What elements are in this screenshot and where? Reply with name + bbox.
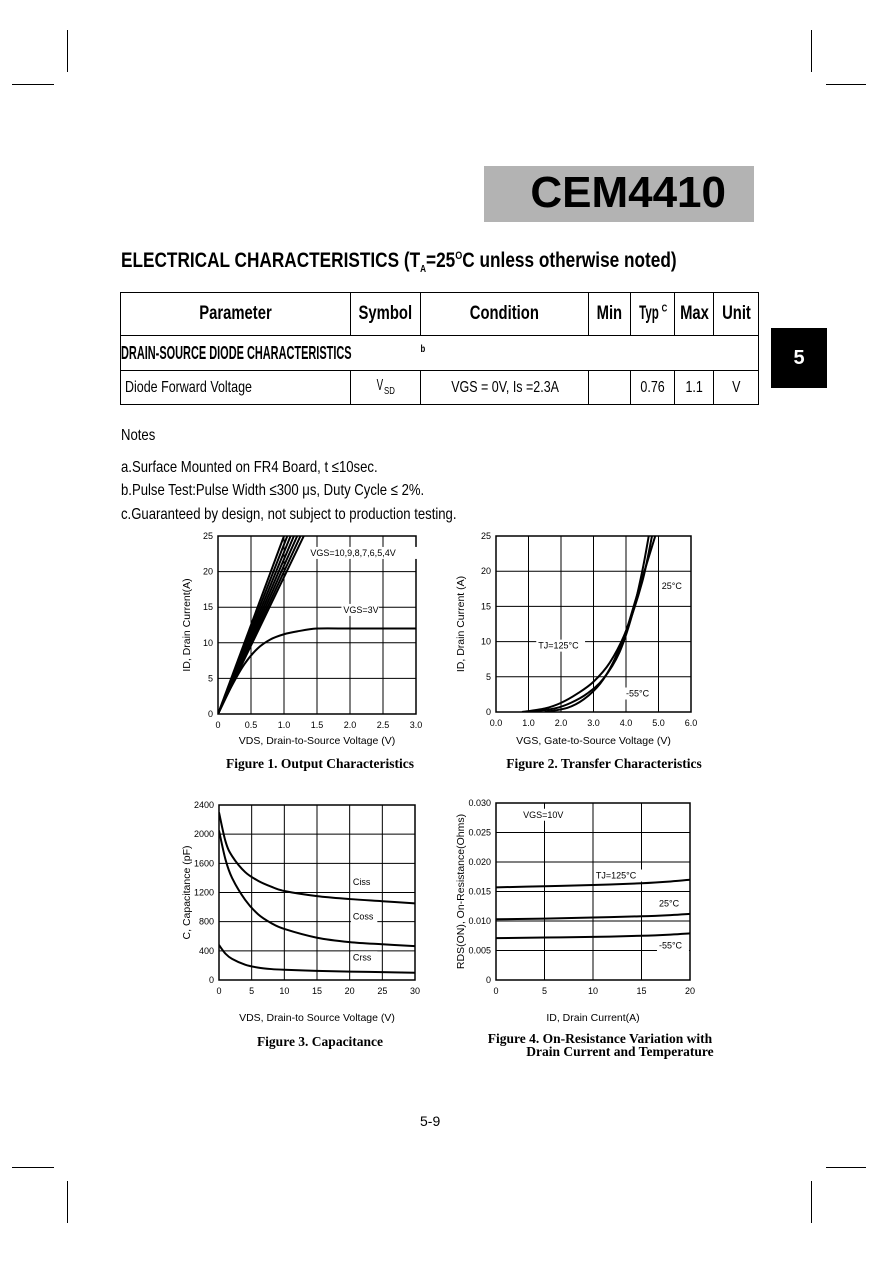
cell-max: 1.1 bbox=[674, 371, 714, 405]
crop-mark-bl-h bbox=[12, 1167, 54, 1168]
y-tick-label: 25 bbox=[202, 531, 213, 541]
header-min: Min bbox=[589, 293, 630, 336]
y-tick-label: 20 bbox=[202, 566, 213, 577]
y-tick-label: 0.025 bbox=[468, 827, 491, 838]
header-condition: Condition bbox=[420, 293, 589, 336]
y-tick-label: 5 bbox=[207, 673, 213, 684]
x-tick-label: 15 bbox=[636, 986, 647, 996]
notes-title: Notes bbox=[121, 427, 156, 444]
x-tick-label: 3.0 bbox=[587, 718, 600, 728]
header-unit: Unit bbox=[714, 293, 759, 336]
header-typ-sup: C bbox=[662, 303, 668, 315]
cell-symbol: $V_{SD}$ bbox=[351, 371, 421, 405]
y-tick-label: 2000 bbox=[193, 829, 214, 840]
cell-typ: 0.76 bbox=[630, 371, 674, 405]
x-tick-label: 1.5 bbox=[310, 720, 324, 730]
x-tick-label: 0 bbox=[216, 986, 222, 996]
annotation-label: VGS=10V bbox=[523, 809, 564, 820]
y-tick-label: 5 bbox=[485, 671, 491, 682]
annotation-label: 25°C bbox=[661, 580, 682, 591]
cell-unit: V bbox=[714, 371, 759, 405]
cell-condition: VGS = 0V, Is =2.3A bbox=[420, 371, 589, 405]
x-tick-label: 20 bbox=[684, 986, 696, 996]
y-tick-label: 0.020 bbox=[468, 857, 491, 867]
note-c: c.Guaranteed by design, not subject to production testing. bbox=[121, 505, 457, 523]
y-tick-label: 20 bbox=[480, 566, 491, 577]
x-tick-label: 0 bbox=[215, 720, 221, 730]
header-symbol: Symbol bbox=[351, 293, 421, 336]
x-tick-label: 0.5 bbox=[244, 720, 258, 730]
y-tick-label: 10 bbox=[202, 637, 213, 648]
y-tick-label: 800 bbox=[198, 916, 214, 927]
figure-3-chart bbox=[170, 797, 430, 1027]
x-tick-label: 10 bbox=[587, 986, 599, 996]
y-axis-label: ID, Drain Current (A) bbox=[455, 575, 467, 673]
annotation-label: Coss bbox=[352, 911, 374, 922]
y-tick-label: 0 bbox=[485, 975, 491, 985]
x-tick-label: 6.0 bbox=[684, 718, 698, 728]
x-tick-label: 5 bbox=[249, 986, 255, 996]
x-tick-label: 0.0 bbox=[489, 718, 503, 728]
heading-sub: A bbox=[420, 264, 427, 276]
crop-mark-br-h bbox=[826, 1167, 866, 1168]
header-parameter: Parameter bbox=[121, 293, 351, 336]
heading-sup: O bbox=[455, 250, 463, 262]
annotation-label: VGS=3V bbox=[343, 604, 379, 615]
crop-mark-tr-v bbox=[811, 30, 812, 72]
annotation-label: Crss bbox=[352, 952, 372, 963]
figure-4-chart bbox=[446, 797, 706, 1027]
x-tick-label: 25 bbox=[377, 986, 388, 996]
electrical-characteristics-heading bbox=[121, 249, 677, 275]
figure-3-caption: Figure 3. Capacitance bbox=[256, 1034, 384, 1049]
y-tick-label: 0.010 bbox=[468, 916, 491, 926]
y-tick-label: 10 bbox=[480, 636, 491, 647]
y-tick-label: 0.030 bbox=[468, 798, 491, 808]
y-tick-label: 15 bbox=[202, 602, 213, 613]
part-number: CEM4410 bbox=[530, 168, 726, 217]
x-tick-label: 10 bbox=[279, 986, 290, 996]
x-tick-label: 4.0 bbox=[619, 718, 633, 728]
x-tick-label: 30 bbox=[409, 986, 421, 996]
y-axis-label: RDS(ON), On-Resistance(Ohms) bbox=[455, 813, 467, 970]
figure-4-caption bbox=[440, 1032, 760, 1058]
y-tick-label: 0.015 bbox=[468, 886, 491, 897]
y-tick-label: 400 bbox=[198, 945, 214, 956]
x-tick-label: 2.0 bbox=[554, 718, 568, 728]
x-tick-label: 5 bbox=[541, 986, 548, 996]
y-tick-label: 1200 bbox=[193, 887, 214, 898]
heading-main: ELECTRICAL CHARACTERISTICS (T bbox=[121, 249, 421, 272]
annotation-label: VGS=10,9,8,7,6,5,4V bbox=[310, 547, 396, 558]
x-tick-label: 5.0 bbox=[652, 718, 665, 728]
section-sup: b bbox=[420, 343, 426, 355]
series-line-tj-125-c bbox=[522, 536, 652, 712]
crop-mark-tl-v bbox=[67, 30, 68, 72]
note-a: a.Surface Mounted on FR4 Board, t ≤10sec. bbox=[121, 458, 378, 476]
figure-1-caption: Figure 1. Output Characteristics bbox=[226, 756, 414, 771]
x-tick-label: 2.0 bbox=[343, 720, 357, 730]
crop-mark-tl-h bbox=[12, 84, 54, 85]
annotation-label: TJ=125°C bbox=[538, 640, 579, 651]
cell-parameter: Diode Forward Voltage bbox=[121, 371, 351, 405]
x-axis-label: VDS, Drain-to Source Voltage (V) bbox=[239, 1012, 395, 1024]
crop-mark-br-v bbox=[811, 1181, 812, 1223]
x-axis-label: VGS, Gate-to-Source Voltage (V) bbox=[516, 735, 671, 747]
series-group bbox=[522, 536, 655, 712]
table-header-row bbox=[121, 293, 759, 336]
x-axis-label: VDS, Drain-to-Source Voltage (V) bbox=[238, 735, 396, 747]
figure-2-chart bbox=[446, 528, 706, 753]
notes-block bbox=[121, 424, 457, 526]
x-axis-label: ID, Drain Current(A) bbox=[546, 1012, 640, 1024]
crop-mark-tr-h bbox=[826, 84, 866, 85]
y-tick-label: 2400 bbox=[193, 800, 214, 810]
figure-4-caption-line-1: Figure 4. On-Resistance Variation with bbox=[487, 1031, 713, 1046]
cell-min bbox=[589, 371, 630, 405]
annotation-label: -55°C bbox=[658, 940, 683, 951]
section-tab: 5 bbox=[771, 328, 827, 388]
note-b: b.Pulse Test:Pulse Width ≤300 μs, Duty Cycle ≤ 2%. bbox=[121, 482, 425, 499]
y-tick-label: 0.005 bbox=[468, 945, 491, 956]
x-tick-label: 0 bbox=[493, 986, 499, 996]
x-tick-label: 20 bbox=[344, 986, 355, 996]
characteristics-table bbox=[120, 292, 759, 405]
y-tick-label: 0 bbox=[208, 975, 214, 985]
heading-mid: =25 bbox=[426, 249, 456, 272]
y-tick-label: 1600 bbox=[193, 858, 214, 869]
figure-4-caption-line-2: Drain Current and Temperature bbox=[526, 1044, 714, 1059]
y-axis-label: ID, Drain Current(A) bbox=[181, 578, 193, 672]
header-typ: Typ $^C$ bbox=[630, 293, 674, 336]
x-tick-label: 1.0 bbox=[522, 718, 535, 728]
crop-mark-bl-v bbox=[67, 1181, 68, 1223]
annotation-label: TJ=125°C bbox=[595, 870, 637, 881]
x-tick-label: 15 bbox=[311, 986, 323, 996]
header-max: Max bbox=[674, 293, 714, 336]
page-number: 5-9 bbox=[420, 1113, 441, 1129]
y-tick-label: 0 bbox=[207, 709, 213, 719]
part-number-banner bbox=[484, 166, 754, 222]
section-label: DRAIN-SOURCE DIODE CHARACTERISTICS $^b$ bbox=[121, 336, 759, 371]
heading-tail: C unless otherwise noted) bbox=[462, 249, 677, 272]
figure-2-caption: Figure 2. Transfer Characteristics bbox=[506, 756, 702, 771]
y-tick-label: 15 bbox=[480, 601, 491, 612]
x-tick-label: 3.0 bbox=[409, 720, 423, 730]
annotation-label: -55°C bbox=[626, 688, 650, 699]
table-row bbox=[121, 371, 759, 405]
table-section-row bbox=[121, 336, 759, 371]
y-axis-label: C, Capacitance (pF) bbox=[181, 845, 193, 940]
y-tick-label: 0 bbox=[485, 707, 491, 717]
x-tick-label: 1.0 bbox=[277, 720, 291, 730]
x-tick-label: 2.5 bbox=[376, 720, 390, 730]
figure-1-chart bbox=[170, 528, 430, 753]
annotation-label: Ciss bbox=[352, 877, 371, 888]
y-tick-label: 25 bbox=[480, 531, 491, 541]
annotation-label: 25°C bbox=[658, 898, 680, 909]
